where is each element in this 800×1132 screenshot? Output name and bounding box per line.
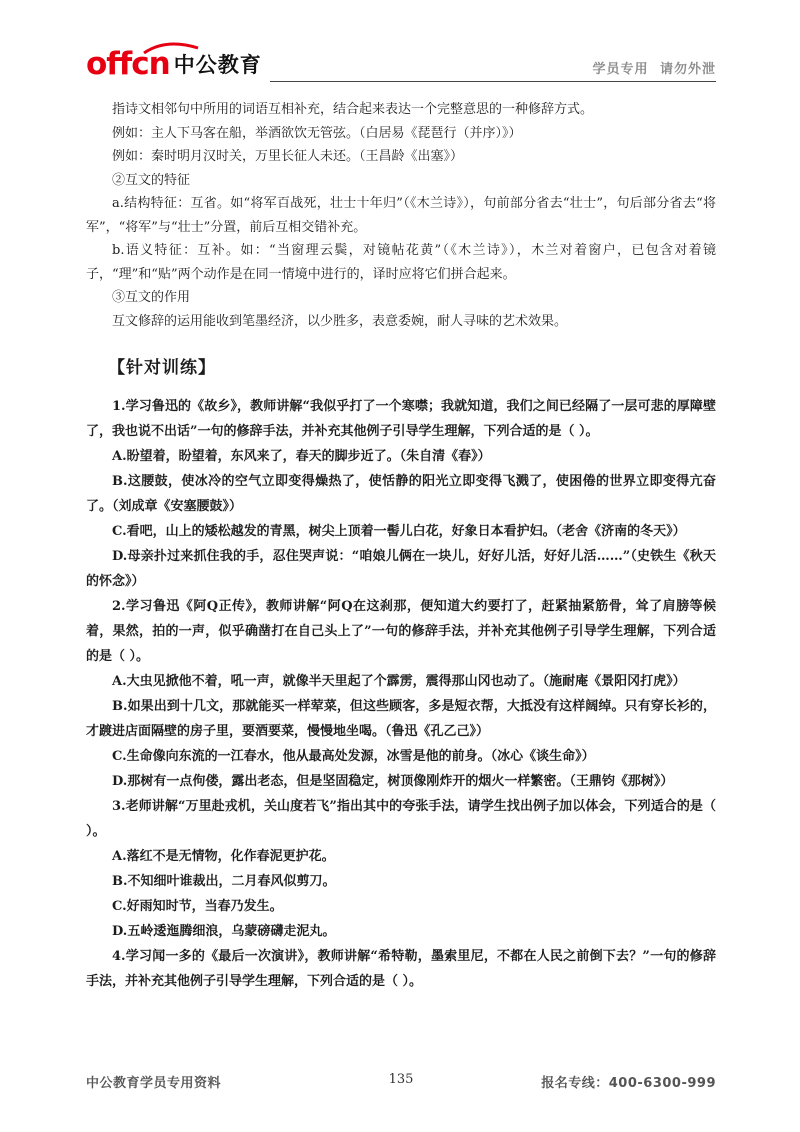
question-option: D.五岭逶迤腾细浪，乌蒙磅礴走泥丸。: [112, 924, 336, 939]
question-option: D.母亲扑过来抓住我的手，忍住哭声说：“咱娘儿俩在一块儿，好好儿活，好好儿活……”（史铁生《秋天的怀念》）: [86, 549, 716, 589]
intro-heading: ②互文的特征: [112, 172, 191, 188]
question-option: C.好雨知时节，当春乃发生。: [112, 899, 283, 914]
footer-label: 中公教育学员专用资料: [86, 1076, 222, 1091]
intro-paragraph: 互文修辞的运用能收到笔墨经济，以少胜多，表意委婉，耐人寻味的艺术效果。: [112, 313, 568, 329]
logo-text: 中公教育: [173, 53, 262, 77]
intro-heading: ③互文的作用: [112, 290, 191, 305]
question-stem: 2.学习鲁迅《阿Q正传》，教师讲解“阿Q在这刹那，便知道大约要打了，赶紧抽紧筋骨，耸了肩膀等候着，果然，拍的一声，似乎确凿打在自己头上了”一句的修辞手法，并补充其他例子引导学生理解，下列合适的是（ ）。: [86, 599, 716, 664]
question-option: A.盼望着，盼望着，东风来了，春天的脚步近了。（朱自清《春》）: [112, 449, 491, 464]
section-title: 【针对训练】: [108, 358, 216, 378]
question-option: B.如果出到十几文，那就能买一样荤菜，但这些顾客，多是短衣帮，大抵没有这样阔绰。只有穿长衫的，才踱进店面隔壁的房子里，要酒要菜，慢慢地坐喝。（鲁迅《孔乙己》）: [86, 699, 716, 739]
intro-paragraph: a.结构特征：互省。如“将军百战死，壮士十年归”（《木兰诗》），句前部分省去“壮士”，句后部分省去“将军”，“将军”与“壮士”分置，前后互相交错补充。: [86, 196, 716, 235]
page-footer: [86, 1072, 716, 1094]
offcn-logo: [86, 40, 262, 80]
question-option: A.大虫见掀他不着，吼一声，就像半天里起了个霹雳，震得那山冈也动了。（施耐庵《景阳冈打虎》）: [112, 674, 686, 689]
footer-hotline: 报名专线：400-6300-999: [541, 1076, 716, 1091]
question-option: D.那树有一点佝偻，露出老态，但是坚固稳定，树顶像刚炸开的烟火一样繁密。（王鼎钧《那树》）: [112, 774, 674, 789]
intro-paragraph: 指诗文相邻句中所用的词语互相补充，结合起来表达一个完整意思的一种修辞方式。: [112, 102, 594, 117]
header-note: 学员专用 请勿外泄: [592, 62, 716, 77]
question-stem: 4.学习闻一多的《最后一次演讲》，教师讲解“希特勒，墨索里尼，不都在人民之前倒下去？”一句的修辞手法，并补充其他例子引导学生理解，下列合适的是（ ）。: [86, 949, 716, 989]
page-header: [0, 0, 800, 90]
header-rule: [270, 81, 716, 82]
question-option: B.不知细叶谁裁出，二月春风似剪刀。: [112, 874, 336, 889]
page-content: [86, 98, 716, 994]
question-stem: 3.老师讲解“万里赴戎机，关山度若飞”指出其中的夸张手法，请学生找出例子加以体会，下列适合的是（ ）。: [86, 799, 716, 839]
logo-mark: offcn: [86, 46, 170, 82]
question-option: B.这腰鼓，使冰冷的空气立即变得燥热了，使恬静的阳光立即变得飞溅了，使困倦的世界立即变得亢奋了。（刘成章《安塞腰鼓》）: [86, 474, 716, 514]
intro-paragraph: 例如：主人下马客在船，举酒欲饮无管弦。（白居易《琵琶行（并序）》）: [112, 125, 522, 141]
intro-paragraph: 例如：秦时明月汉时关，万里长征人未还。（王昌龄《出塞》）: [112, 149, 464, 164]
question-stem: 1.学习鲁迅的《故乡》，教师讲解“我似乎打了一个寒噤；我就知道，我们之间已经隔了一层可悲的厚障壁了，我也说不出话”一句的修辞手法，并补充其他例子引导学生理解，下列合适的是（ ）。: [86, 399, 716, 439]
question-option: C.看吧，山上的矮松越发的青黑，树尖上顶着一髻儿白花，好象日本看护妇。（老舍《济南的冬天》）: [112, 524, 686, 539]
intro-paragraph: b.语义特征：互补。如：“当窗理云鬓，对镜帖花黄”（《木兰诗》），木兰对着窗户，已包含对着镜子，“理”和“贴”两个动作是在同一情境中进行的，译时应将它们拼合起来。: [86, 243, 716, 282]
question-option: A.落红不是无情物，化作春泥更护花。: [112, 849, 335, 864]
page-number: 135: [388, 1072, 414, 1087]
question-option: C.生命像向东流的一江春水，他从最高处发源，冰雪是他的前身。（冰心《谈生命》）: [112, 749, 595, 764]
logo-arc-icon: [106, 40, 216, 54]
